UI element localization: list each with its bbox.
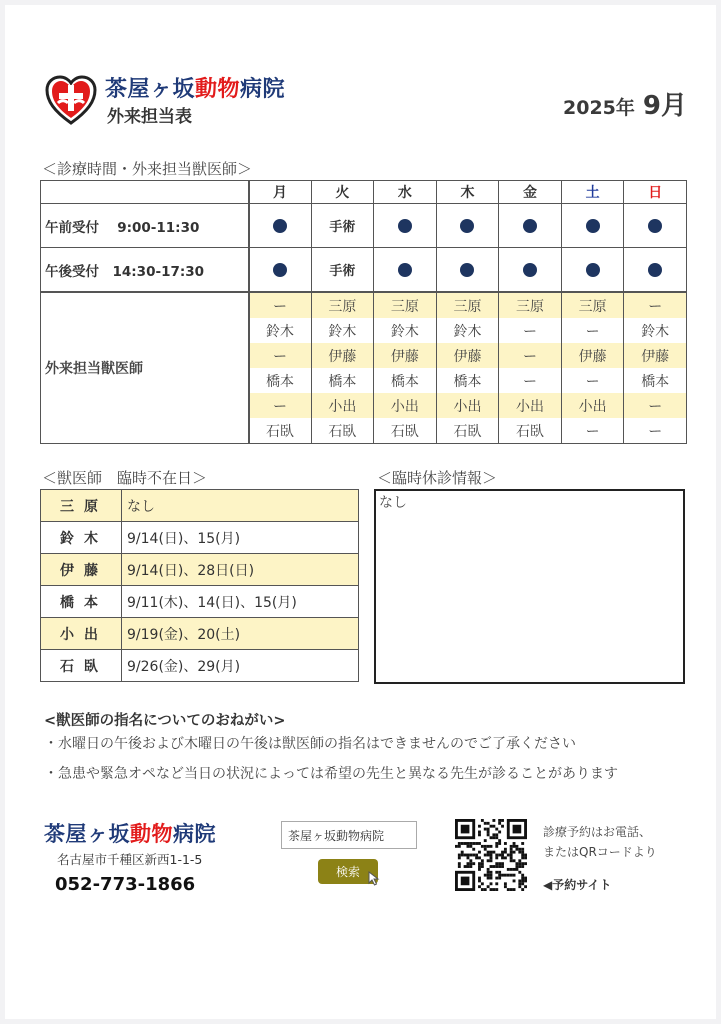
clinic-logo-icon: [44, 73, 98, 127]
doctor-cell: 橋本: [249, 368, 312, 393]
doctor-cell: ー: [624, 292, 687, 318]
surgery-cell: 手術: [311, 204, 374, 248]
page-subtitle: 外来担当表: [107, 107, 192, 127]
absence-doctor-name: 石臥: [41, 650, 122, 682]
absence-section-label: ＜獣医師 臨時不在日＞: [42, 469, 208, 487]
open-dot-icon: [523, 263, 537, 277]
closure-info-box: [374, 489, 685, 684]
day-header-row: [41, 181, 687, 204]
open-dot-icon: [523, 219, 537, 233]
surgery-cell: 手術: [311, 248, 374, 293]
closure-section-label: ＜臨時休診情報＞: [377, 469, 498, 487]
absence-doctor-name: 小出: [41, 618, 122, 650]
footer-address: 名古屋市千種区新西1-1-5: [57, 852, 203, 867]
search-button[interactable]: 検索: [318, 859, 378, 884]
absence-row: [41, 586, 359, 618]
doctor-cell: 三原: [561, 292, 624, 318]
qr-code-icon[interactable]: [455, 819, 527, 891]
doctor-cell: ー: [499, 343, 562, 368]
open-dot-icon: [460, 263, 474, 277]
open-mark-cell: [499, 248, 562, 293]
notice-item: ・急患や緊急オペなど当日の状況によっては希望の先生と異なる先生が診ることがあります: [44, 766, 618, 782]
doctor-cell: 石臥: [436, 418, 499, 444]
open-dot-icon: [398, 219, 412, 233]
doctor-cell: 小出: [436, 393, 499, 418]
open-dot-icon: [648, 219, 662, 233]
absence-dates: 9/19(金)、20(土): [122, 618, 359, 650]
doctor-cell: 鈴木: [436, 318, 499, 343]
day-header: 月: [249, 181, 312, 204]
open-mark-cell: [436, 204, 499, 248]
day-header-saturday: 土: [561, 181, 624, 204]
doctor-cell: 鈴木: [311, 318, 374, 343]
open-mark-cell: [249, 204, 312, 248]
doctor-cell: 伊藤: [311, 343, 374, 368]
absence-dates: 9/11(木)、14(日)、15(月): [122, 586, 359, 618]
doctor-cell: 伊藤: [561, 343, 624, 368]
search-input[interactable]: [281, 821, 417, 849]
open-mark-cell: [499, 204, 562, 248]
clinic-name: 茶屋ヶ坂動物病院: [105, 77, 286, 102]
absence-doctor-name: 橋本: [41, 586, 122, 618]
doctor-cell: 橋本: [436, 368, 499, 393]
doctor-cell: 伊藤: [374, 343, 437, 368]
doctor-row: [41, 292, 687, 318]
doctor-cell: 小出: [311, 393, 374, 418]
day-header: 木: [436, 181, 499, 204]
open-mark-cell: [249, 248, 312, 293]
doctor-cell: 伊藤: [624, 343, 687, 368]
doctor-cell: 三原: [436, 292, 499, 318]
time-slot-row: [41, 204, 687, 248]
open-mark-cell: [561, 248, 624, 293]
time-slot-label: 午前受付 9:00-11:30: [41, 204, 249, 248]
day-header-sunday: 日: [624, 181, 687, 204]
absence-dates: 9/14(日)、28日(日): [122, 554, 359, 586]
doctor-cell: 小出: [374, 393, 437, 418]
notice-item: ・水曜日の午後および木曜日の午後は獣医師の指名はできませんのでご了承ください: [44, 736, 576, 752]
absence-row: [41, 490, 359, 522]
doctor-cell: ー: [561, 318, 624, 343]
day-header: 水: [374, 181, 437, 204]
doctor-cell: 三原: [374, 292, 437, 318]
schedule-table: [40, 180, 687, 444]
open-mark-cell: [624, 248, 687, 293]
doctor-cell: ー: [249, 343, 312, 368]
open-mark-cell: [624, 204, 687, 248]
doctor-cell: 石臥: [374, 418, 437, 444]
doctor-cell: 鈴木: [374, 318, 437, 343]
booking-site-link[interactable]: ◀予約サイト: [543, 878, 612, 892]
open-mark-cell: [436, 248, 499, 293]
absence-row: [41, 618, 359, 650]
doctor-cell: 三原: [311, 292, 374, 318]
doctor-cell: 鈴木: [624, 318, 687, 343]
day-header: 金: [499, 181, 562, 204]
doctor-cell: ー: [499, 368, 562, 393]
absence-dates: なし: [122, 490, 359, 522]
open-dot-icon: [273, 263, 287, 277]
absence-table: [40, 489, 359, 682]
doctor-cell: 鈴木: [249, 318, 312, 343]
schedule-section-label: ＜診療時間・外来担当獣医師＞: [42, 160, 253, 178]
absence-row: [41, 522, 359, 554]
day-header: 火: [311, 181, 374, 204]
open-mark-cell: [374, 204, 437, 248]
absence-doctor-name: 鈴木: [41, 522, 122, 554]
doctor-cell: ー: [249, 393, 312, 418]
absence-doctor-name: 三原: [41, 490, 122, 522]
time-slot-row: [41, 248, 687, 293]
open-dot-icon: [648, 263, 662, 277]
notice-title: <獣医師の指名についてのおねがい>: [44, 713, 286, 729]
doctor-cell: ー: [249, 292, 312, 318]
doctor-cell: ー: [499, 318, 562, 343]
booking-note-line2: またはQRコードより: [543, 845, 657, 859]
time-slot-label: 午後受付 14:30-17:30: [41, 248, 249, 293]
doctor-cell: ー: [624, 418, 687, 444]
doctor-cell: ー: [624, 393, 687, 418]
doctor-cell: 橋本: [374, 368, 437, 393]
doctor-cell: 橋本: [311, 368, 374, 393]
open-dot-icon: [273, 219, 287, 233]
cursor-icon: [368, 871, 382, 887]
schedule-period: 2025年 9月: [563, 91, 687, 121]
doctor-cell: 伊藤: [436, 343, 499, 368]
doctor-cell: 三原: [499, 292, 562, 318]
absence-doctor-name: 伊藤: [41, 554, 122, 586]
doctors-label: 外来担当獣医師: [41, 292, 249, 444]
footer-clinic-name: 茶屋ヶ坂動物病院: [44, 822, 216, 846]
absence-row: [41, 650, 359, 682]
doctor-cell: ー: [561, 368, 624, 393]
booking-note-line1: 診療予約はお電話、: [543, 825, 652, 839]
doctor-cell: 小出: [499, 393, 562, 418]
doctor-cell: 石臥: [311, 418, 374, 444]
doctor-cell: ー: [561, 418, 624, 444]
absence-dates: 9/26(金)、29(月): [122, 650, 359, 682]
absence-row: [41, 554, 359, 586]
open-dot-icon: [586, 219, 600, 233]
open-dot-icon: [460, 219, 474, 233]
open-dot-icon: [586, 263, 600, 277]
absence-dates: 9/14(日)、15(月): [122, 522, 359, 554]
closure-info-text: なし: [379, 495, 407, 511]
doctor-cell: 小出: [561, 393, 624, 418]
open-dot-icon: [398, 263, 412, 277]
open-mark-cell: [561, 204, 624, 248]
doctor-cell: 石臥: [499, 418, 562, 444]
doctor-cell: 橋本: [624, 368, 687, 393]
footer-phone: 052-773-1866: [55, 874, 196, 895]
open-mark-cell: [374, 248, 437, 293]
doctor-cell: 石臥: [249, 418, 312, 444]
